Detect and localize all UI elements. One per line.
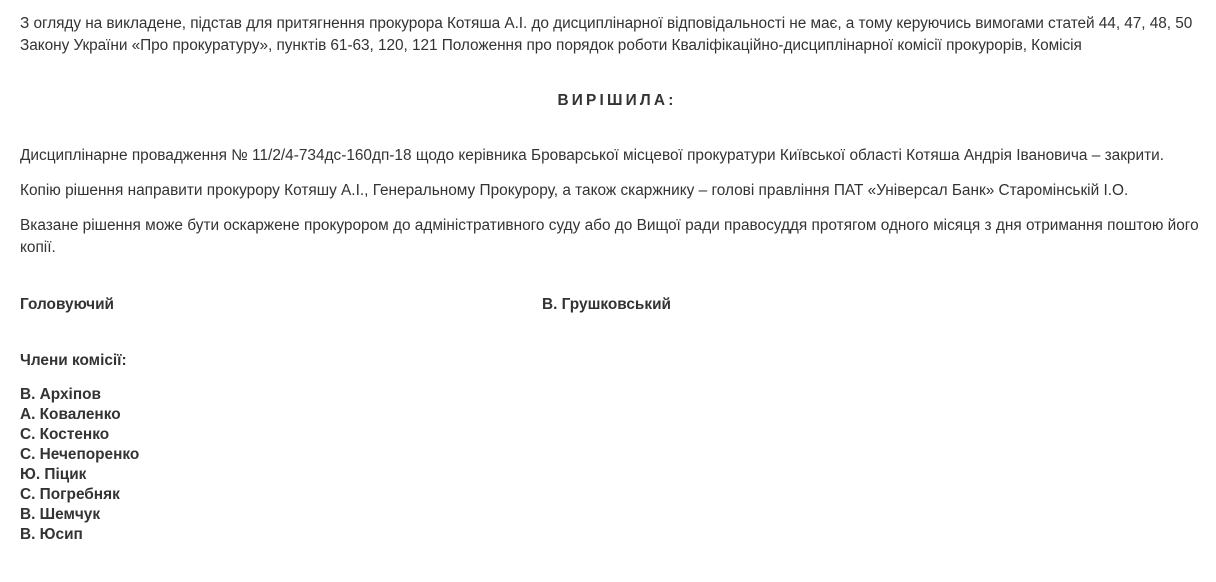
member-name: С. Нечепоренко	[20, 446, 140, 463]
members-list	[20, 385, 1210, 545]
member-name: С. Погребняк	[20, 486, 120, 503]
member-name: А. Коваленко	[20, 406, 121, 423]
chair-name: В. Грушковський	[542, 296, 672, 313]
members-title: Члени комісії:	[20, 352, 127, 369]
decision-paragraph-appeal: Вказане рішення може бути оскаржене прокурором до адміністративного суду або до Вищої ради правосуддя протягом одного місяця з дня отримання поштою його копії.	[20, 217, 1199, 256]
decision-paragraph-closure: Дисциплінарне провадження № 11/2/4-734дс-160дп-18 щодо керівника Броварської місцевої прокуратури Київської області Котяша Андрія Івановича – закрити.	[20, 147, 1165, 164]
chair-title: Головуючий	[20, 296, 115, 313]
member-name: В. Юсип	[20, 526, 83, 543]
intro-paragraph: З огляду на викладене, підстав для притягнення прокурора Котяша А.І. до дисциплінарної відповідальності не має, а тому керуючись вимогами статей 44, 47, 48, 50 Закону України «Про прокуратуру», пунктів 61-63, 120, 121 Положення про порядок роботи Кваліфікаційно-дисциплінарної комісії прокурорів, Комісія	[20, 15, 1193, 54]
resolved-heading: ВИРІШИЛА:	[557, 92, 677, 109]
member-name: Ю. Піцик	[20, 466, 87, 483]
decision-document	[20, 13, 1210, 545]
member-name: В. Архіпов	[20, 386, 101, 403]
decision-paragraph-copy: Копію рішення направити прокурору Котяшу А.І., Генеральному Прокурору, а також скаржнику – голові правління ПАТ «Універсал Банк» Старомінській І.О.	[20, 182, 1129, 199]
chair-signature-row	[20, 294, 1210, 316]
member-name: В. Шемчук	[20, 506, 101, 523]
member-name: С. Костенко	[20, 426, 110, 443]
